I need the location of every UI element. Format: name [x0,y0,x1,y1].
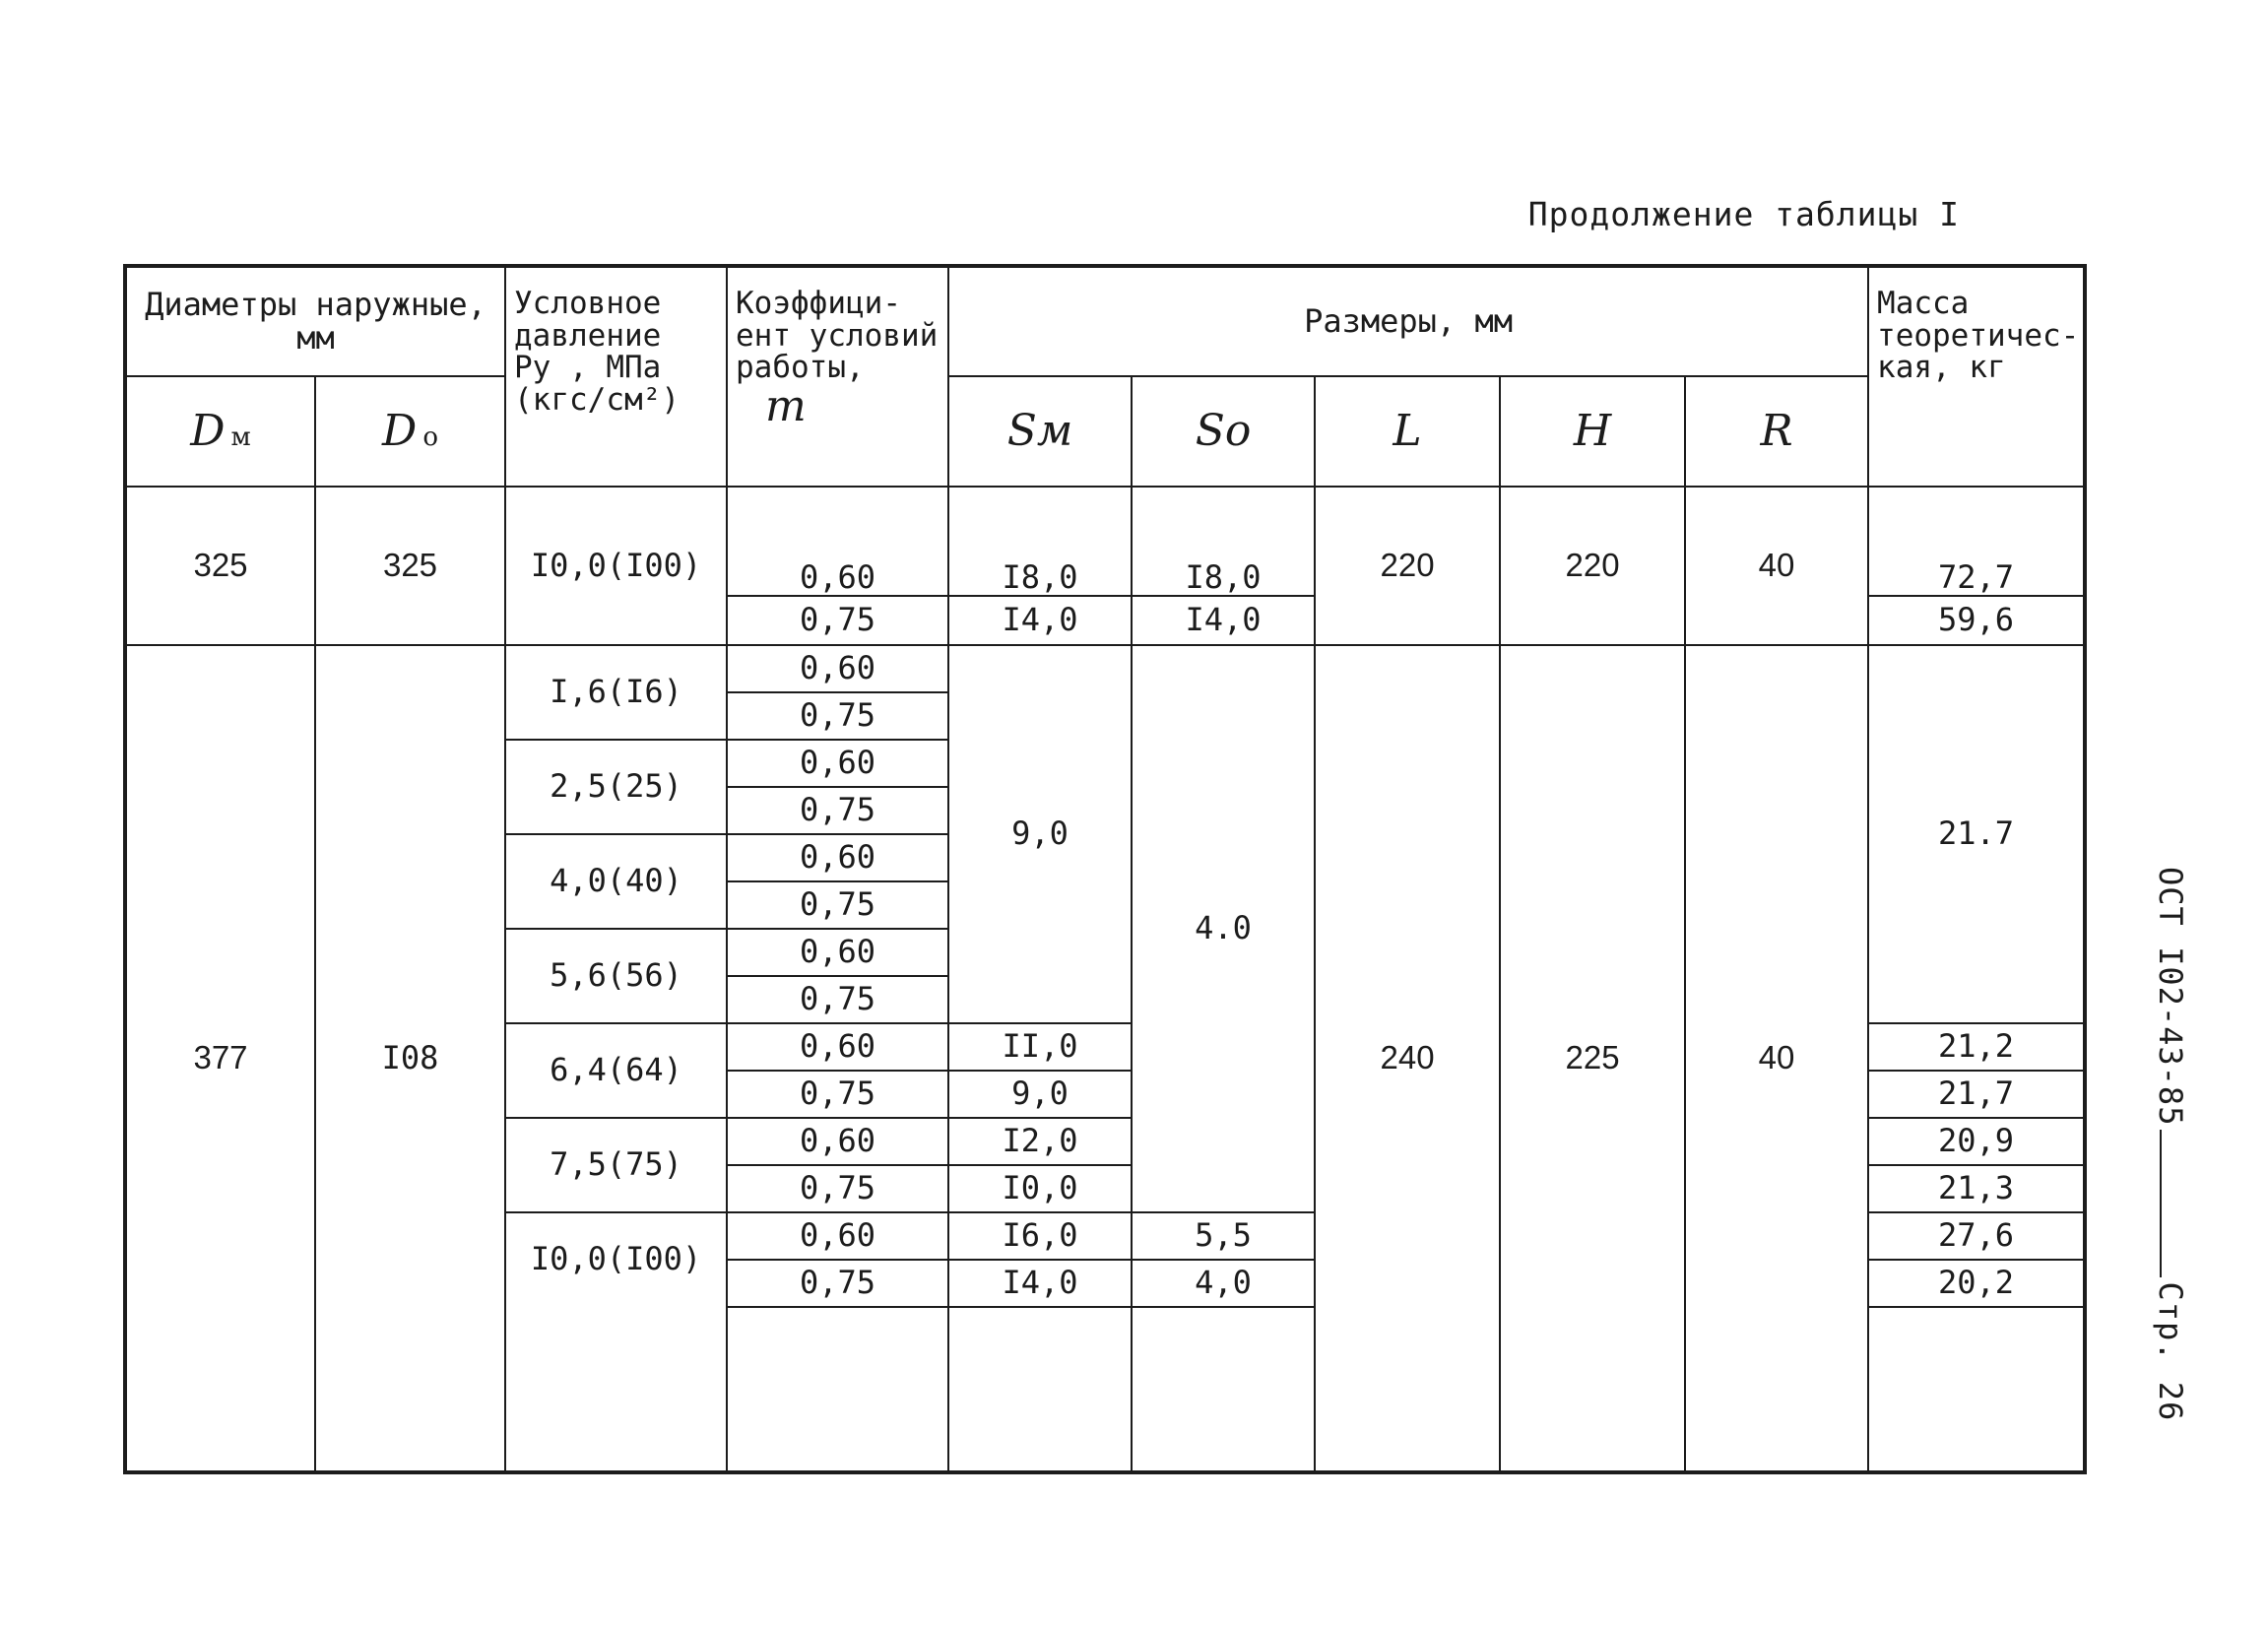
g1-l: 220 [1315,487,1500,645]
g2-pressure-0: I,6(I6) [505,645,727,740]
g2-s-m-4: I6,0 [948,1212,1132,1260]
g2-m-8: 0,60 [727,1023,948,1071]
g2-m-1: 0,75 [727,692,948,740]
header-mass: Масса теоретичес- кая, кг [1868,266,2085,487]
g2-m-7: 0,75 [727,976,948,1023]
header-pressure-title: Условное давление [514,286,662,354]
g1-s-m-1: I4,0 [948,596,1132,645]
header-pressure-unit: Py , МПа (кгс/см²) [514,350,680,418]
g2-m-13: 0,75 [727,1260,948,1307]
g1-pressure: I0,0(I00) [505,487,727,645]
g2-mass-0: 21,2 [1868,1023,2085,1071]
g2-s-o-1: 4,0 [1132,1260,1315,1307]
g2-m-3: 0,75 [727,787,948,834]
header-pressure [505,266,727,487]
g2-r: 40 [1685,645,1868,1472]
g2-m-9: 0,75 [727,1071,948,1118]
header-coefficient-symbol: m [765,380,807,431]
g1-m-1: 0,75 [727,596,948,645]
g1-d-o: 325 [315,487,505,645]
header-coefficient [727,266,948,487]
g2-mass-5: 20,2 [1868,1260,2085,1307]
g2-m-11: 0,75 [727,1165,948,1212]
g2-pressure-2: 4,0(40) [505,834,727,929]
g1-mass-1: 59,6 [1868,596,2085,645]
header-r: R [1685,376,1868,487]
g2-blank-s-m [948,1307,1132,1472]
g1-s-o-0: I8,0 [1132,487,1315,596]
header-diameters: Диаметры наружные, мм [125,266,505,376]
g2-pressure-4: 6,4(64) [505,1023,727,1118]
g2-pressure-1: 2,5(25) [505,740,727,834]
g2-d-o: I08 [315,645,505,1472]
g2-s-o-0: 5,5 [1132,1212,1315,1260]
g2-s-m-0: II,0 [948,1023,1132,1071]
g2-m-5: 0,75 [727,881,948,929]
header-s-o: So [1132,376,1315,487]
g2-pressure-3: 5,6(56) [505,929,727,1023]
g2-l: 240 [1315,645,1500,1472]
g2-h: 225 [1500,645,1685,1472]
g1-d-m: 325 [125,487,315,645]
g1-h: 220 [1500,487,1685,645]
g1-m-0: 0,60 [727,487,948,596]
side-note [2152,867,2189,1421]
header-sizes: Размеры, мм [948,266,1868,376]
g2-s-m-merged: 9,0 [948,645,1132,1023]
g2-pressure-6: I0,0(I00) [505,1212,727,1472]
g2-blank-m [727,1307,948,1472]
header-s-m: Sм [948,376,1132,487]
g2-s-m-2: I2,0 [948,1118,1132,1165]
g2-m-4: 0,60 [727,834,948,881]
g2-s-m-5: I4,0 [948,1260,1132,1307]
side-page-number: Стр. 26 [2152,1281,2189,1422]
header-coefficient-title: Коэффици- ент условий работы, [736,286,939,386]
g2-blank-s-o [1132,1307,1315,1472]
side-doc-number: ОСТ I02-43-85 [2152,867,2189,1127]
g2-s-o-merged: 4.0 [1132,645,1315,1212]
g2-m-0: 0,60 [727,645,948,692]
g2-mass-4: 27,6 [1868,1212,2085,1260]
g2-d-m: 377 [125,645,315,1472]
g2-mass-3: 21,3 [1868,1165,2085,1212]
g2-mass-merged: 21.7 [1868,645,2085,1023]
spec-table [123,264,2087,1474]
g2-m-12: 0,60 [727,1212,948,1260]
g2-mass-1: 21,7 [1868,1071,2085,1118]
g1-mass-0: 72,7 [1868,487,2085,596]
g2-m-10: 0,60 [727,1118,948,1165]
g1-s-m-0: I8,0 [948,487,1132,596]
table-caption: Продолжение таблицы I [1527,195,1960,233]
g2-s-m-1: 9,0 [948,1071,1132,1118]
g2-blank-mass [1868,1307,2085,1472]
g2-s-m-3: I0,0 [948,1165,1132,1212]
header-h: H [1500,376,1685,487]
header-l: L [1315,376,1500,487]
g2-m-6: 0,60 [727,929,948,976]
header-d-o: D о [315,376,505,487]
g2-pressure-5: 7,5(75) [505,1118,727,1212]
header-d-m: D м [125,376,315,487]
g2-mass-2: 20,9 [1868,1118,2085,1165]
g2-m-2: 0,60 [727,740,948,787]
g1-r: 40 [1685,487,1868,645]
g1-s-o-1: I4,0 [1132,596,1315,645]
